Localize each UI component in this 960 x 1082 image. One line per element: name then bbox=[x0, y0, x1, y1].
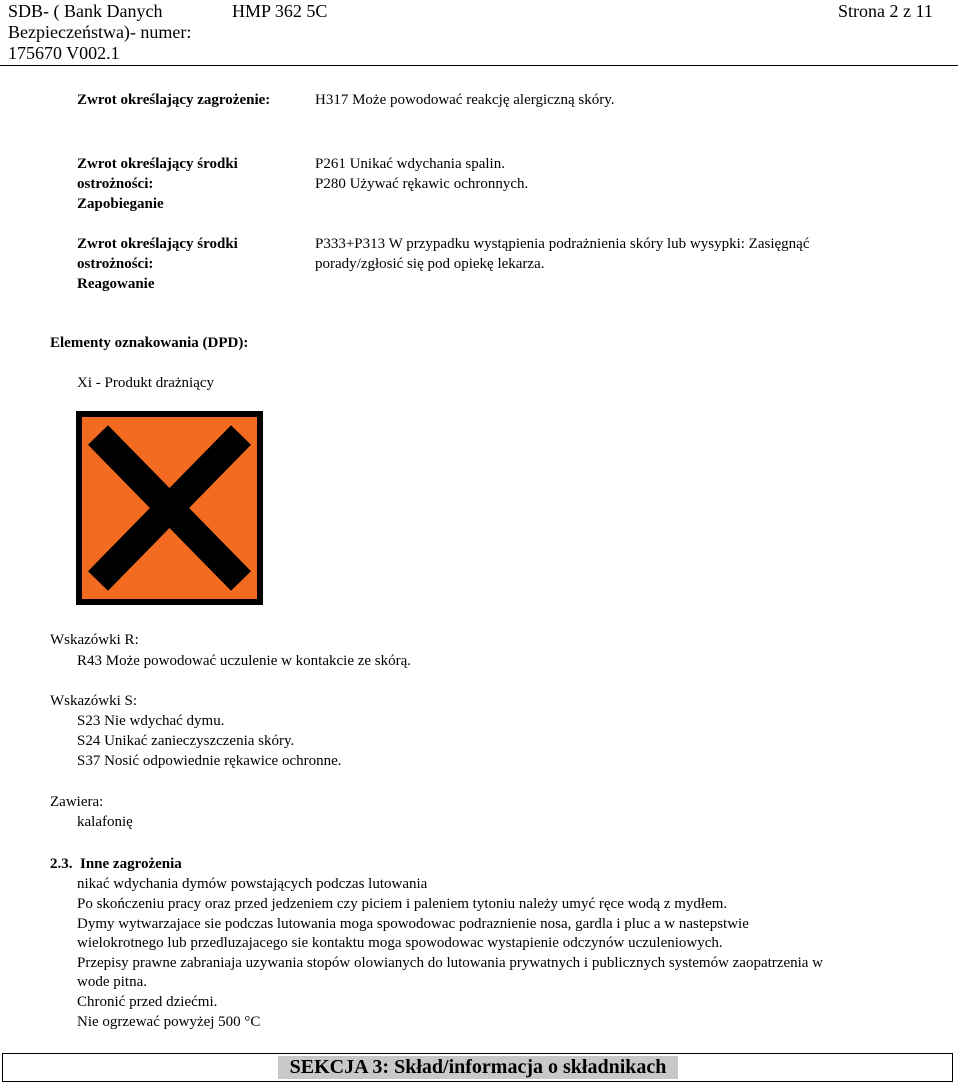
section3-title: SEKCJA 3: Skład/informacja o składnikach bbox=[289, 1056, 667, 1078]
response-p333-line2: porady/zgłosić się pod opiekę lekarza. bbox=[315, 256, 545, 272]
response-label-line2: ostrożności: bbox=[77, 256, 154, 272]
other-hazards-line2: Po skończeniu pracy oraz przed jedzeniem czy piciem i paleniem tytoniu należy umyć ręce wodą z mydłem. bbox=[77, 896, 728, 912]
prevention-label-line2: ostrożności: bbox=[77, 176, 154, 192]
header-doc-number: 175670 V002.1 bbox=[8, 43, 120, 63]
contains-label: Zawiera: bbox=[50, 794, 104, 810]
dpd-heading: Elementy oznakowania (DPD): bbox=[50, 335, 249, 351]
dpd-symbol-text: Xi - Produkt drażniący bbox=[77, 375, 215, 391]
prevention-label-line3: Zapobieganie bbox=[77, 196, 164, 212]
s-phrase-s37: S37 Nosić odpowiednie rękawice ochronne. bbox=[77, 753, 342, 769]
header-page-number: Strona 2 z 11 bbox=[838, 1, 933, 21]
s-phrases-label: Wskazówki S: bbox=[50, 693, 138, 709]
response-label-line3: Reagowanie bbox=[77, 276, 155, 292]
other-hazards-line3: Dymy wytwarzajace sie podczas lutowania moga spowodowac podraznienie nosa, gardla i pluc a w nastepstwie bbox=[77, 916, 749, 932]
section3-title-background bbox=[278, 1056, 678, 1079]
s-phrase-s23: S23 Nie wdychać dymu. bbox=[77, 713, 225, 729]
irritant-x-icon bbox=[76, 411, 263, 605]
other-hazards-line7: Chronić przed dziećmi. bbox=[77, 994, 218, 1010]
header-divider bbox=[0, 65, 958, 66]
r-phrases-label: Wskazówki R: bbox=[50, 632, 139, 648]
response-p333-line1: P333+P313 W przypadku wystąpienia podrażnienia skóry lub wysypki: Zasięgnąć bbox=[315, 236, 810, 252]
header-doc-type: SDB- ( Bank Danych bbox=[8, 1, 163, 21]
other-hazards-line6: wode pitna. bbox=[77, 974, 147, 990]
hazard-statement-label: Zwrot określający zagrożenie: bbox=[77, 92, 271, 108]
r-phrase-r43: R43 Może powodować uczulenie w kontakcie ze skórą. bbox=[77, 653, 412, 669]
other-hazards-line8: Nie ogrzewać powyżej 500 °C bbox=[77, 1014, 261, 1030]
prevention-label-line1: Zwrot określający środki bbox=[77, 156, 238, 172]
prevention-p261: P261 Unikać wdychania spalin. bbox=[315, 156, 505, 172]
other-hazards-line1: nikać wdychania dymów powstających podczas lutowania bbox=[77, 876, 428, 892]
contains-value: kalafonię bbox=[77, 814, 133, 830]
other-hazards-line4: wielokrotnego lub przedluzajacego sie kontaktu moga spowodowac wystapienie odczynów uczuleniowych. bbox=[77, 935, 723, 951]
header-product-code: HMP 362 5C bbox=[232, 1, 328, 21]
section3-header-bar bbox=[2, 1053, 953, 1082]
other-hazards-line5: Przepisy prawne zabraniaja uzywania stopów olowianych do lutowania prywatnych i publicznych systemów zaopatrzenia w bbox=[77, 955, 824, 971]
other-hazards-number: 2.3. bbox=[50, 856, 73, 872]
hazard-statement-value: H317 Może powodować reakcję alergiczną skóry. bbox=[315, 92, 615, 108]
other-hazards-title: Inne zagrożenia bbox=[80, 856, 182, 872]
prevention-p280: P280 Używać rękawic ochronnych. bbox=[315, 176, 529, 192]
header-doc-number-label: Bezpieczeństwa)- numer: bbox=[8, 22, 192, 42]
s-phrase-s24: S24 Unikać zanieczyszczenia skóry. bbox=[77, 733, 295, 749]
response-label-line1: Zwrot określający środki bbox=[77, 236, 238, 252]
